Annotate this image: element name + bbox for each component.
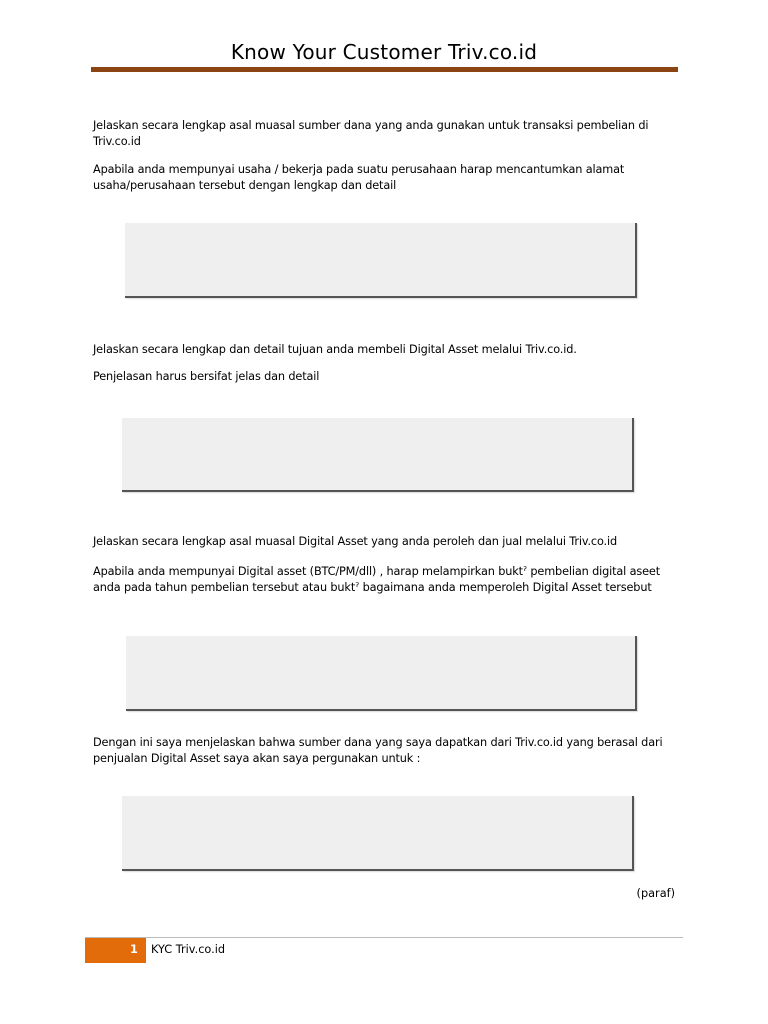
answer-1-field[interactable] bbox=[125, 223, 637, 298]
footer-label: KYC Triv.co.id bbox=[151, 943, 226, 956]
question-3-note: Apabila anda mempunyai Digital asset (BTC/PM/dll) , harap melampirkan buktˀ pembelian digital aseet anda pada tahun pembelian tersebut atau buktˀ bagaimana anda memperoleh Digital Asset tersebut bbox=[93, 565, 660, 594]
answer-2-field[interactable] bbox=[122, 418, 634, 492]
question-1-note: Apabila anda mempunyai usaha / bekerja pada suatu perusahaan harap mencantumkan alamat usaha/perusahaan tersebut dengan lengkap dan detail bbox=[93, 163, 625, 192]
page-number: 1 bbox=[130, 943, 138, 956]
question-2-note: Penjelasan harus bersifat jelas dan detail bbox=[93, 370, 320, 383]
question-2-text: Jelaskan secara lengkap dan detail tujuan anda membeli Digital Asset melalui Triv.co.id. bbox=[93, 343, 577, 356]
signature-label: (paraf) bbox=[636, 887, 675, 900]
question-1-text: Jelaskan secara lengkap asal muasal sumber dana yang anda gunakan untuk transaksi pembelian di Triv.co.id bbox=[93, 119, 649, 148]
title-divider bbox=[91, 67, 678, 72]
page-title: Know Your Customer Triv.co.id bbox=[230, 40, 538, 64]
question-3-text: Jelaskan secara lengkap asal muasal Digital Asset yang anda peroleh dan jual melalui Triv.co.id bbox=[93, 535, 618, 548]
answer-4-field[interactable] bbox=[122, 796, 634, 871]
footer-divider bbox=[85, 937, 683, 938]
answer-3-field[interactable] bbox=[126, 636, 637, 711]
question-4-text: Dengan ini saya menjelaskan bahwa sumber dana yang saya dapatkan dari Triv.co.id yang berasal dari penjualan Digital Asset saya akan saya pergunakan untuk : bbox=[93, 736, 663, 765]
